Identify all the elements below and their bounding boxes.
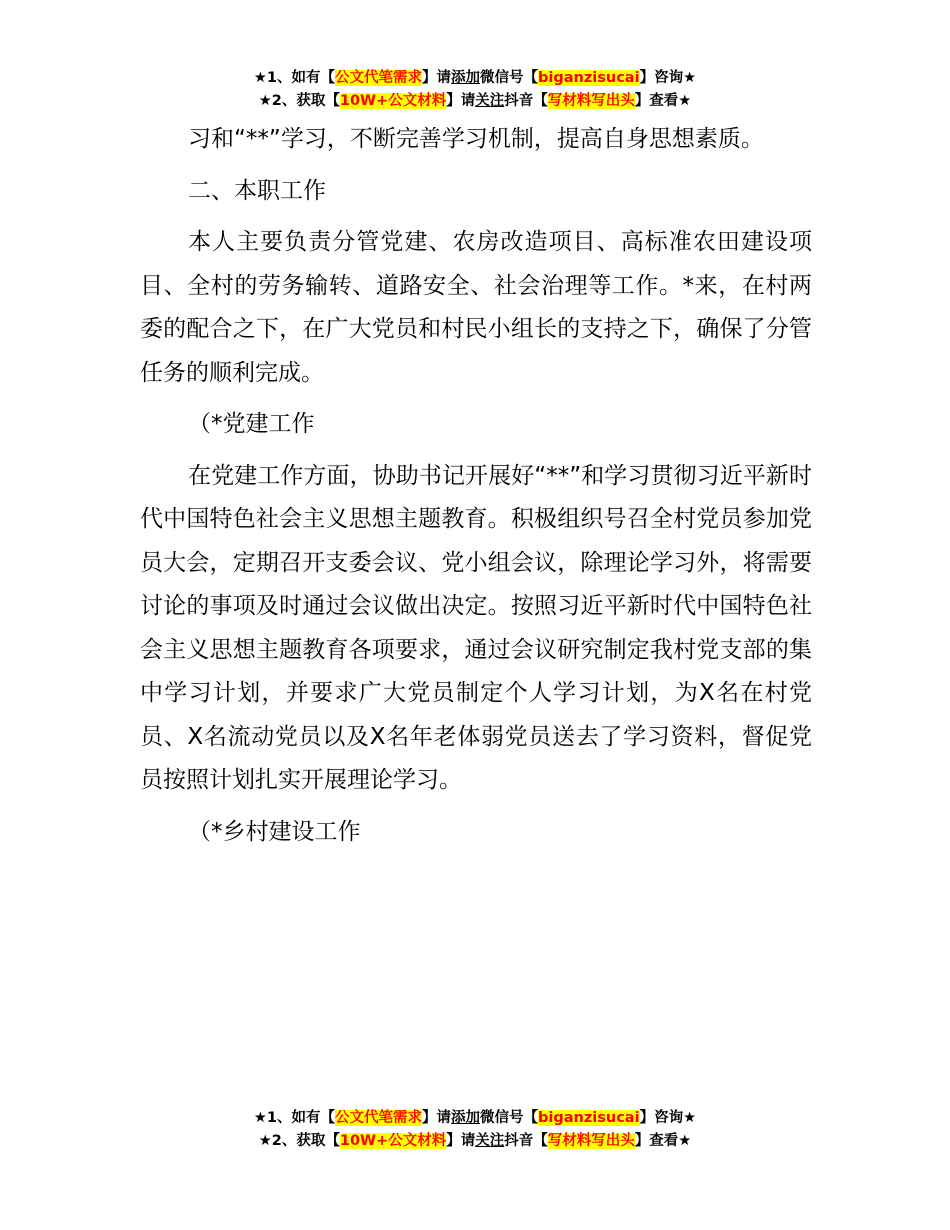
footer-banner: [0, 1107, 950, 1153]
paragraph-party-building: 在党建工作方面，协助书记开展好“**”和学习贯彻习近平新时代中国特色社会主义思想主题教育。积极组织号召全村党员参加党员大会，定期召开支委会议、党小组会议，除理论学习外，将需要讨论的事项及时通过会议做出决定。按照习近平新时代中国特色社会主义思想主题教育各项要求，通过会议研究制定我村党支部的集中学习计划，并要求广大党员制定个人学习计划，为X名在村党员、X名流动党员以及X名年老体弱党员送去了学习资料，督促党员按照计划扎实开展理论学习。: [140, 462, 812, 793]
banner-text: 】请: [422, 70, 452, 86]
highlight-text: 公文代笔需求: [335, 70, 423, 86]
banner-line-2: [0, 90, 950, 113]
highlight-text: 写材料写出头: [547, 1133, 635, 1149]
highlight-text: 10W+公文材料: [339, 1133, 447, 1149]
underlined-text: 添加: [451, 70, 481, 86]
section-heading: 二、本职工作: [188, 177, 326, 204]
highlight-text: 写材料写出头: [547, 93, 635, 109]
banner-text: ★1、如有【: [253, 70, 336, 86]
banner-text: 】查看★: [634, 1133, 692, 1149]
banner-text: 】请: [446, 1133, 476, 1149]
paragraph-continuation: 习和“**”学习，不断完善学习机制，提高自身思想素质。: [188, 126, 764, 152]
banner-text: 】咨询★: [639, 1110, 697, 1126]
banner-text: 】请: [446, 93, 476, 109]
banner-text: 微信号【: [480, 1110, 539, 1126]
underlined-text: 关注: [475, 93, 505, 109]
header-banner: [0, 67, 950, 113]
highlight-text: biganzisucai: [538, 70, 640, 86]
highlight-text: 公文代笔需求: [335, 1110, 423, 1126]
banner-line-1: [0, 67, 950, 90]
banner-text: ★2、获取【: [258, 93, 340, 109]
underlined-text: 添加: [451, 1110, 481, 1126]
banner-text: 】请: [422, 1110, 452, 1126]
banner-line-2: [0, 1130, 950, 1153]
banner-text: 微信号【: [480, 70, 539, 86]
banner-text: 抖音【: [504, 1133, 548, 1149]
highlight-text: biganzisucai: [538, 1110, 640, 1126]
banner-text: 】咨询★: [639, 70, 697, 86]
banner-text: 抖音【: [504, 93, 548, 109]
banner-text: ★1、如有【: [253, 1110, 336, 1126]
highlight-text: 10W+公文材料: [339, 93, 447, 109]
document-body: [140, 118, 812, 854]
paragraph-duties: 本人主要负责分管党建、农房改造项目、高标准农田建设项目、全村的劳务输转、道路安全、社会治理等工作。*来，在村两委的配合之下，在广大党员和村民小组长的支持之下，确保了分管任务的顺利完成。: [140, 229, 812, 386]
underlined-text: 关注: [475, 1133, 505, 1149]
banner-line-1: [0, 1107, 950, 1130]
subsection-heading-village: （*乡村建设工作: [188, 818, 361, 845]
subsection-heading-party: （*党建工作: [188, 411, 315, 437]
banner-text: 】查看★: [634, 93, 692, 109]
banner-text: ★2、获取【: [258, 1133, 340, 1149]
